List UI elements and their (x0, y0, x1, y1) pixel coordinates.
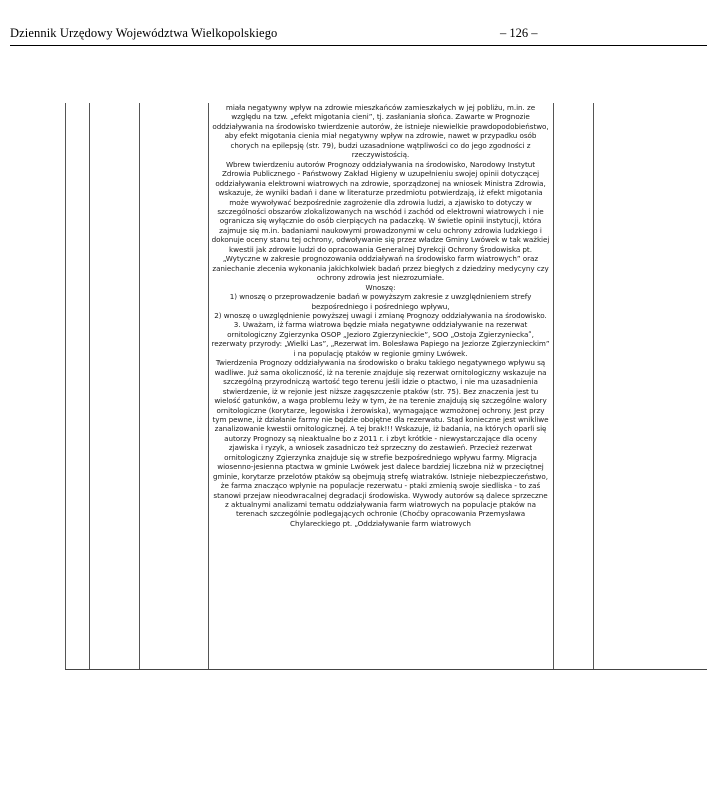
table-column-border (89, 103, 90, 669)
header-rule (10, 45, 707, 46)
text-paragraph: Wbrew twierdzeniu autorów Prognozy oddziaływania na środowisko, Narodowy Instytut Zdrowia Publicznego - Państwowy Zakład Higieny w uzupełnieniu swojej opinii dotyczącej oddziaływania elektrowni wiatrowych na zdrowie, sporządzonej na wniosek Ministra Zdrowia, wskazuje, że wyniki badań i dane w literaturze przedmiotu potwierdzają, iż efekt migotania może wywoływać bezpośrednie zagrożenie dla zdrowia ludzi, a zjawisko to dotyczy w szczególności obszarów zlokalizowanych na wschód i zachód od elektrowni wiatrowych i nie ogranicza się wyłącznie do osób cierpiących na padaczkę. W świetle opinii instytucji, która zajmuje się m.in. badaniami naukowymi prowadzonymi w celu ochrony zdrowia ludzkiego i dokonuje oceny stanu tej ochrony, odwoływanie się przez władze Gminy Lwówek w tak ważkiej kwestii jak zdrowie ludzi do opracowania Generalnej Dyrekcji Ochrony Środowiska pt. „Wytyczne w zakresie prognozowania oddziaływań na środowisko farm wiatrowych” oraz zaniechanie zlecenia wykonania jakichkolwiek badań przez biegłych z dziedziny medycyny czy ochrony zdrowia jest niezrozumiałe. (211, 159, 550, 283)
table-column-border (593, 103, 594, 669)
table-column-border (65, 103, 66, 669)
text-paragraph: 2) wnoszę o uwzględnienie powyższej uwagi i zmianę Prognozy oddziaływania na środowisko. (214, 310, 547, 320)
text-paragraph: 1) wnoszę o przeprowadzenie badań w powyższym zakresie z uwzględnieniem strefy bezpośredniego i pośredniego wpływu, (229, 292, 532, 311)
journal-title: Dziennik Urzędowy Województwa Wielkopolskiego (10, 26, 278, 40)
document-table (65, 103, 707, 670)
page-number: – 126 – (500, 26, 538, 40)
text-paragraph: Twierdzenia Prognozy oddziaływania na środowisko o braku takiego negatywnego wpływu są wadliwe. Już sama okoliczność, iż na terenie znajduje się rezerwat ornitologiczny wskazuje na szczególną przyrodniczą wartość tego terenu jeśli idzie o ptactwo, i nie ma uzasadnienia stwierdzenie, iż w rejonie jest niższe zagęszczenie ptaków (str. 75). Bez znaczenia jest tu wielość gatunków, a waga problemu leży w tym, że na terenie znajdują się szczególne walory ornitologiczne (korytarze, legowiska i żerowiska), wymagające wzmożonej ochrony. Jest przy tym pewne, iż działanie farmy nie będzie obojętne dla rezerwatu. Stąd konieczne jest wnikliwe zanalizowanie kwestii ornitologicznej. A tej brak!!! Wskazuje, iż badania, na których oparli się autorzy Prognozy są nieaktualne bo z 2011 r. i zbyt krótkie - niewystarczające dla oceny zjawiska i ryzyk, a wniosek zasadniczo też sprzeczny do zestawień. Przecież rezerwat ornitologiczny Zgierzynka znajduje się w strefie bezpośredniego wpływu farmy. Migracja wiosenno-jesienna ptactwa w gminie Lwówek jest dalece bardziej liczebna niż w przeciętnej gminie, korytarze przelotów ptaków są obejmują strefę wiatraków. Istnieje niebezpieczeństwo, że farma znacząco wpłynie na populacje rezerwatu - ptaki zmienią swoje siedliska - to zaś stanowi przejaw nieodwracalnej degradacji środowiska. Wywody autorów są dalece sprzeczne z aktualnymi analizami tematu oddziaływania farm wiatrowych na populacje ptaków na terenach szczególnie podlegających ochronie (Choćby opracowania Przemysława Chylareckiego pt. „Oddziaływanie farm wiatrowych (212, 358, 549, 528)
text-paragraph: Wnoszę: (365, 282, 396, 292)
table-cell-content (208, 103, 553, 669)
page-header (10, 26, 706, 44)
table-column-border (553, 103, 554, 669)
text-paragraph: 3. Uważam, iż farma wiatrowa będzie miała negatywne oddziaływanie na rezerwat ornitologiczny Zgierzynka OSOP „Jezioro Zgierzynieckie”, SOO „Ostoja Zgierzynieckaʺ, rezerwaty przyrody: „Wielki Las”, „Rezerwat im. Bolesława Papiego na Jeziorze Zgierzynieckim” i na populację ptaków w regionie gminy Lwówek. (211, 320, 550, 358)
text-paragraph: miała negatywny wpływ na zdrowie mieszkańców zamieszkałych w jej pobliżu, m.in. ze względu na tzw. „efekt migotania cieni”, tj. zasłaniania słońca. Zawarte w Prognozie oddziaływania na środowisko twierdzenie autorów, że istnieje niewielkie prawdopodobieństwo, aby efekt migotania cienia miał negatywny wpływ na zdrowie, nawet w przypadku osób chorych na epilepsję (str. 79), budzi uzasadnione wątpliwości co do jego zgodności z rzeczywistością. (212, 103, 549, 160)
table-column-border (139, 103, 140, 669)
